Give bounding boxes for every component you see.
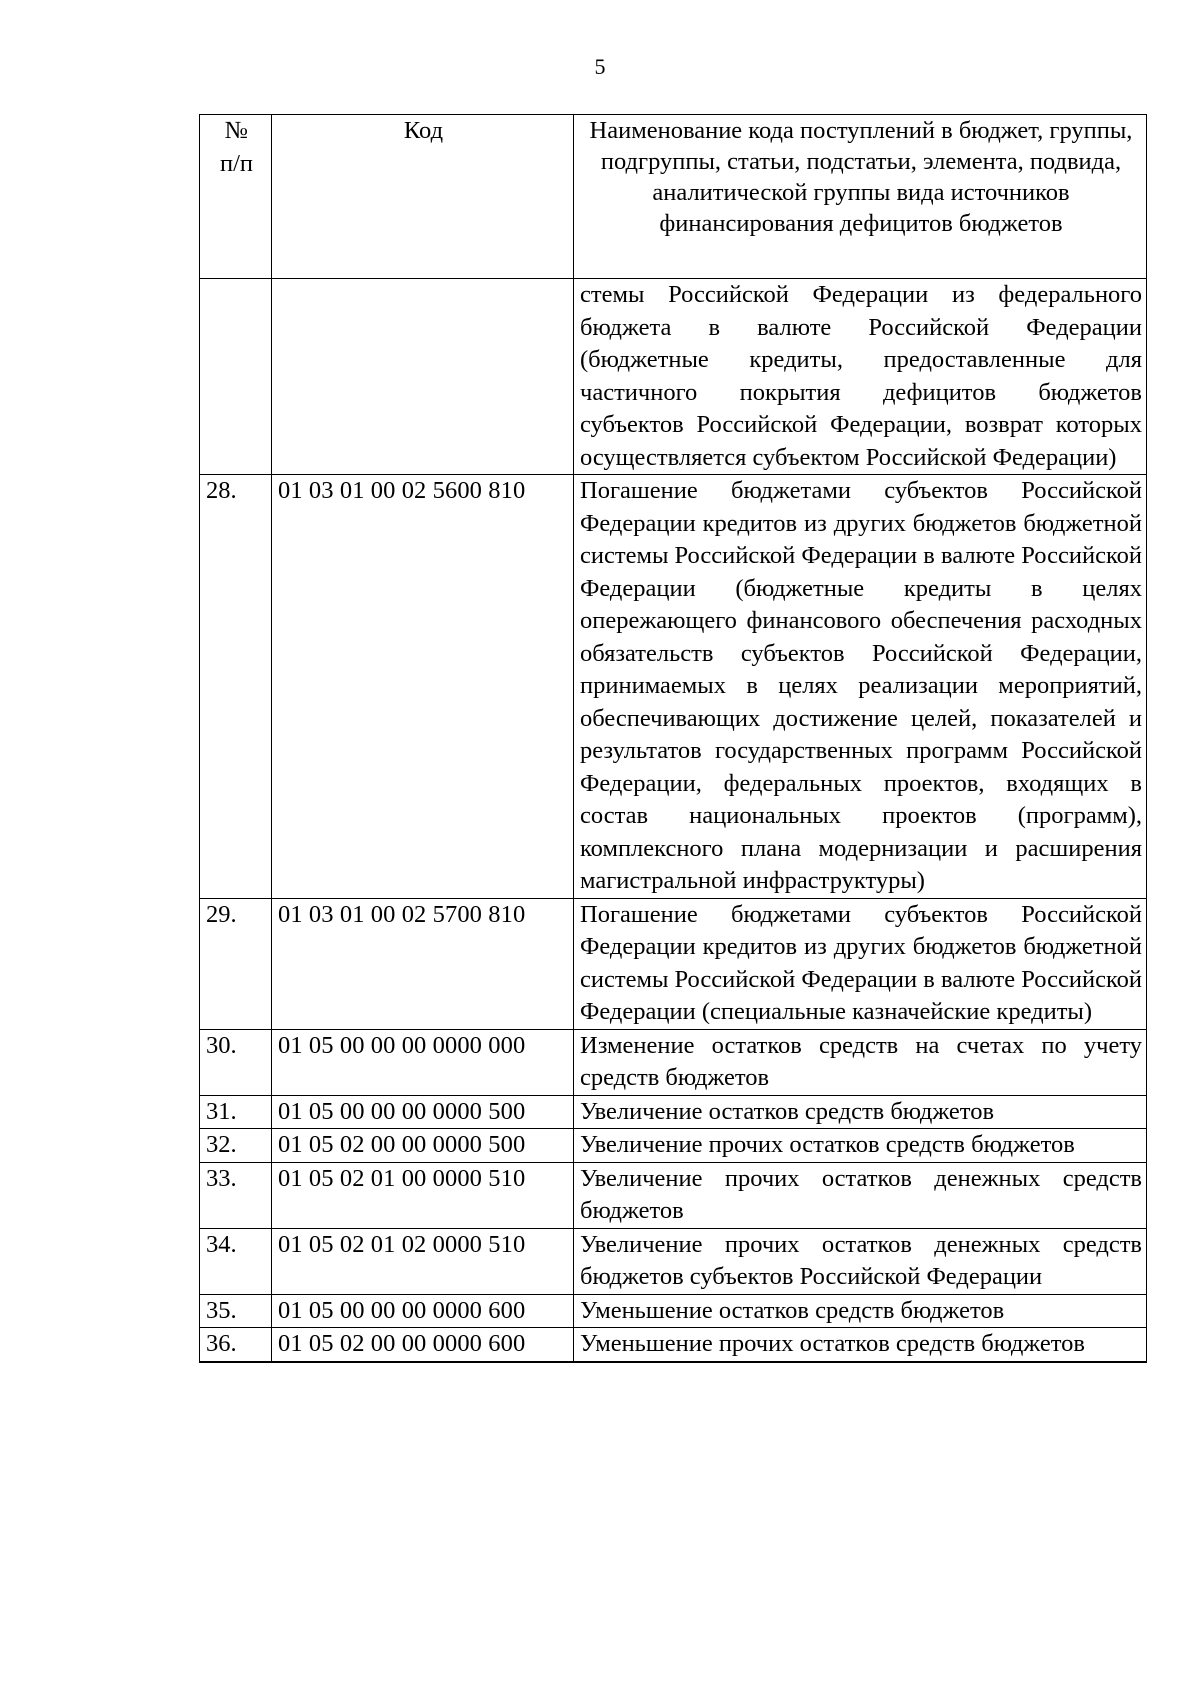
budget-codes-table bbox=[199, 114, 1147, 1363]
row-code: 01 03 01 00 02 5700 810 bbox=[272, 898, 574, 1029]
row-code: 01 05 00 00 00 0000 000 bbox=[272, 1029, 574, 1095]
row-number bbox=[200, 279, 272, 475]
row-name: Увеличение прочих остатков денежных средств бюджетов bbox=[574, 1162, 1147, 1228]
table-row bbox=[200, 279, 1147, 475]
header-number-text: № п/п bbox=[219, 117, 254, 177]
row-number: 35. bbox=[200, 1294, 272, 1328]
row-code: 01 05 00 00 00 0000 500 bbox=[272, 1095, 574, 1129]
page-number: 5 bbox=[594, 54, 606, 79]
table-row bbox=[200, 1228, 1147, 1294]
row-number: 32. bbox=[200, 1129, 272, 1163]
row-name: Уменьшение остатков средств бюджетов bbox=[574, 1294, 1147, 1328]
table-row bbox=[200, 1129, 1147, 1163]
row-code: 01 05 00 00 00 0000 600 bbox=[272, 1294, 574, 1328]
row-code: 01 05 02 01 02 0000 510 bbox=[272, 1228, 574, 1294]
row-number: 30. bbox=[200, 1029, 272, 1095]
row-number: 31. bbox=[200, 1095, 272, 1129]
table-header-row bbox=[200, 115, 1147, 279]
row-number bbox=[200, 1361, 272, 1362]
table-row bbox=[200, 1328, 1147, 1362]
row-name: стемы Российской Федерации из федерального бюджета в валюте Российской Федерации (бюджетные кредиты, предоставленные для частичного покрытия дефицитов бюджетов субъектов Российской Федерации, возврат которых осуществляется субъектом Российской Федерации) bbox=[574, 279, 1147, 475]
row-name: Уменьшение прочих остатков средств бюджетов bbox=[574, 1328, 1147, 1362]
row-number: 36. bbox=[200, 1328, 272, 1362]
table-row bbox=[200, 1162, 1147, 1228]
row-code: 01 05 02 01 00 0000 510 bbox=[272, 1162, 574, 1228]
table-row bbox=[200, 1294, 1147, 1328]
table-row bbox=[200, 1029, 1147, 1095]
row-number: 34. bbox=[200, 1228, 272, 1294]
table-row bbox=[200, 898, 1147, 1029]
table-row bbox=[200, 475, 1147, 899]
row-name: Увеличение прочих остатков денежных средств бюджетов субъектов Российской Федерации bbox=[574, 1228, 1147, 1294]
row-code bbox=[272, 1361, 574, 1362]
row-code: 01 03 01 00 02 5600 810 bbox=[272, 475, 574, 899]
row-number: 33. bbox=[200, 1162, 272, 1228]
header-code: Код bbox=[272, 115, 574, 279]
row-name: Увеличение остатков средств бюджетов bbox=[574, 1095, 1147, 1129]
row-name: Увеличение прочих остатков средств бюджетов bbox=[574, 1129, 1147, 1163]
header-number bbox=[200, 115, 272, 279]
row-code: 01 05 02 00 00 0000 500 bbox=[272, 1129, 574, 1163]
row-name: Погашение бюджетами субъектов Российской Федерации кредитов из других бюджетов бюджетной системы Российской Федерации в валюте Российской Федерации (специальные казначейские кредиты) bbox=[574, 898, 1147, 1029]
row-name: Изменение остатков средств на счетах по учету средств бюджетов bbox=[574, 1029, 1147, 1095]
row-name bbox=[574, 1361, 1147, 1362]
table-row bbox=[200, 1361, 1147, 1362]
table-row bbox=[200, 1095, 1147, 1129]
row-code bbox=[272, 279, 574, 475]
row-number: 28. bbox=[200, 475, 272, 899]
header-name: Наименование кода поступлений в бюджет, группы, подгруппы, статьи, подстатьи, элемента, подвида, аналитической группы вида источников финансирования дефицитов бюджетов bbox=[574, 115, 1147, 279]
row-code: 01 05 02 00 00 0000 600 bbox=[272, 1328, 574, 1362]
row-number: 29. bbox=[200, 898, 272, 1029]
row-name: Погашение бюджетами субъектов Российской Федерации кредитов из других бюджетов бюджетной системы Российской Федерации в валюте Российской Федерации (бюджетные кредиты в целях опережающего финансового обеспечения расходных обязательств субъектов Российской Федерации, принимаемых в целях реализации мероприятий, обеспечивающих достижение целей, показателей и результатов государственных программ Российской Федерации, федеральных проектов, входящих в состав национальных проектов (программ), комплексного плана модернизации и расширения магистральной инфраструктуры) bbox=[574, 475, 1147, 899]
